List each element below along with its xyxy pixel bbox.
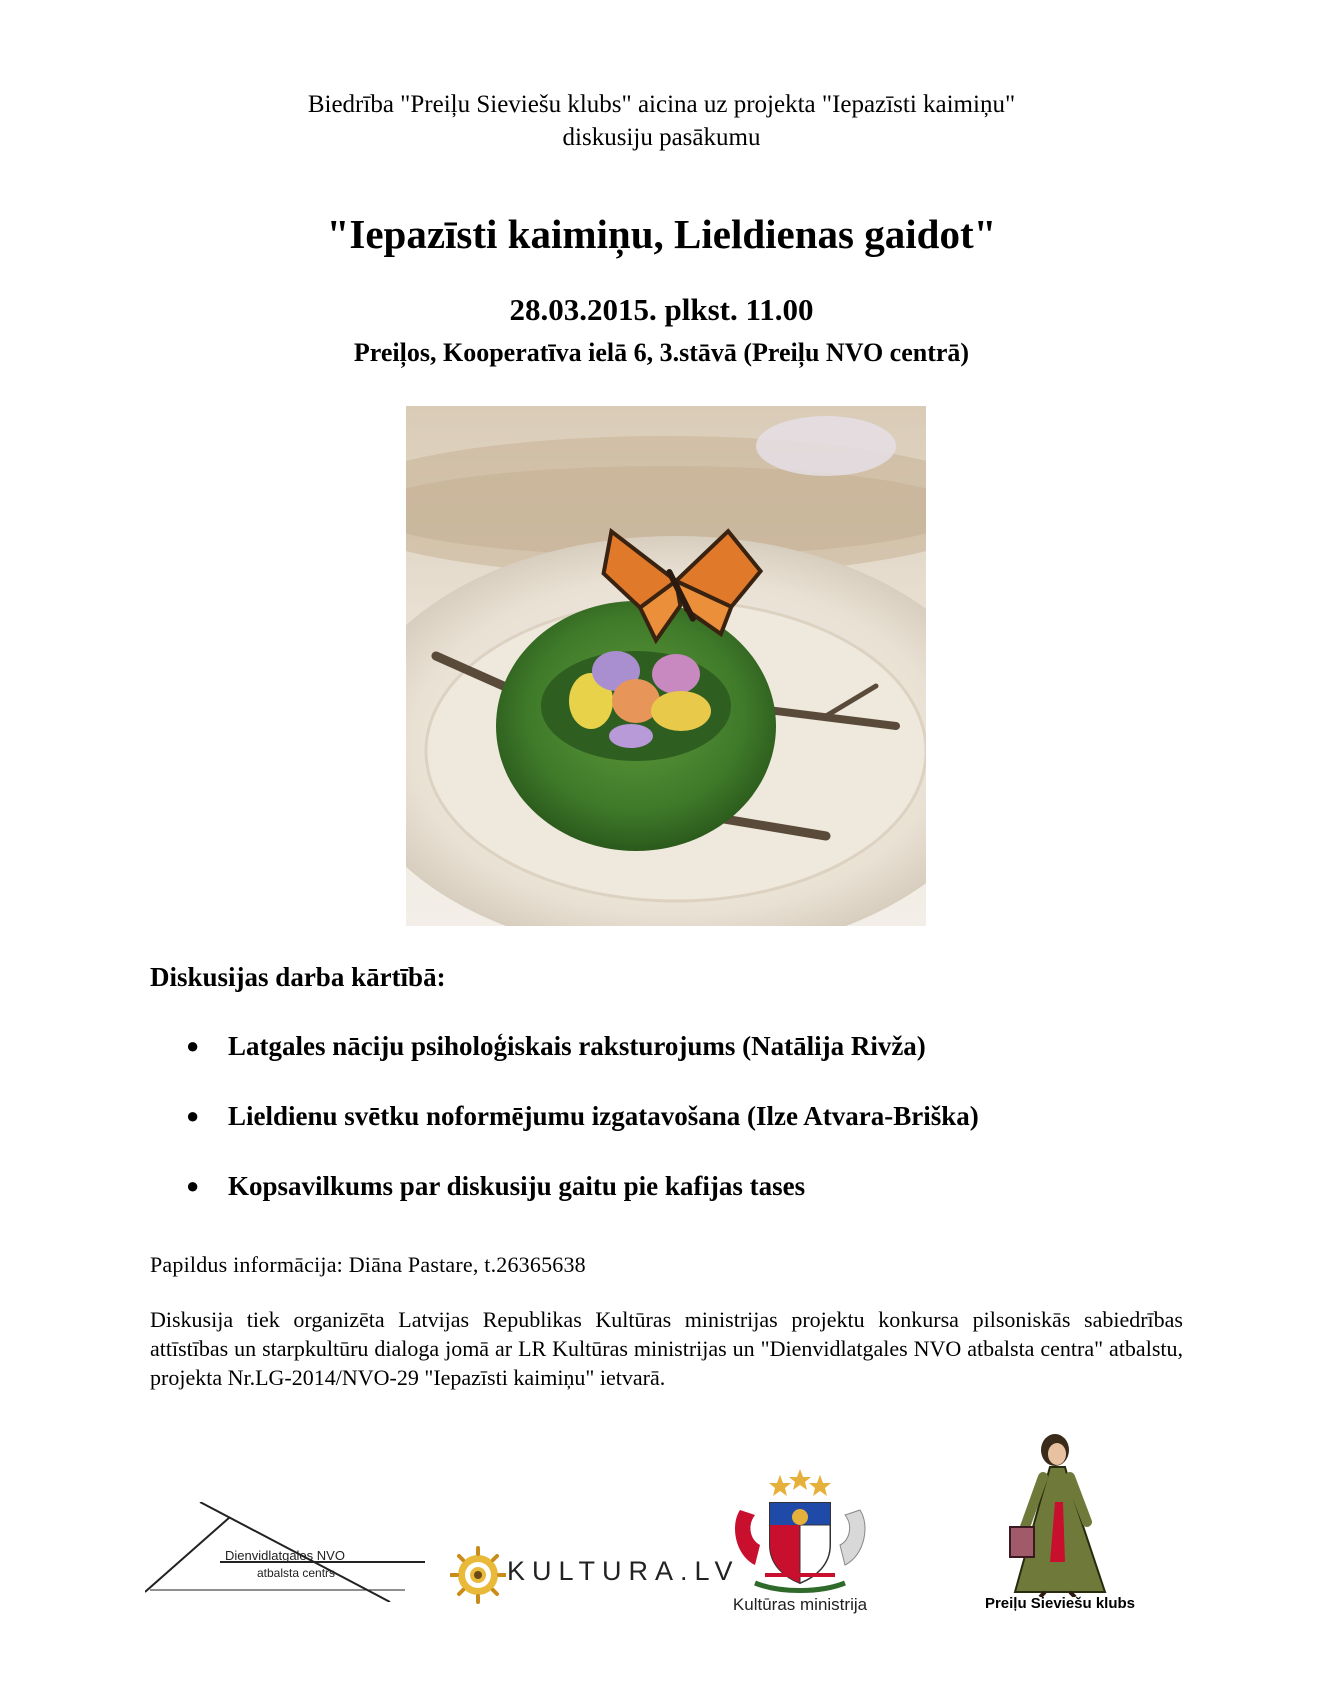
agenda-item-text: Kopsavilkums par diskusiju gaitu pie kafijas tases bbox=[228, 1171, 806, 1201]
club-logo-text: Preiļu Sieviešu klubs bbox=[984, 1595, 1136, 1612]
agenda-item-text: Latgales nāciju psiholoģiskais raksturojums (Natālija Rivža) bbox=[228, 1031, 926, 1061]
preilu-sieviesu-klubs-logo bbox=[955, 1432, 1165, 1632]
event-datetime: 28.03.2015. plkst. 11.00 bbox=[509, 292, 814, 327]
nvo-centre-logo bbox=[145, 1502, 435, 1602]
event-location: Preiļos, Kooperatīva ielā 6, 3.stāvā (Preiļu NVO centrā) bbox=[353, 338, 970, 367]
easter-nest-photo bbox=[406, 406, 926, 926]
event-title: "Iepazīsti kaimiņu, Lieldienas gaidot" bbox=[326, 211, 997, 257]
woman-figure-icon bbox=[955, 1432, 1165, 1597]
agenda-item bbox=[150, 1090, 1190, 1160]
bullet-icon: ● bbox=[186, 1033, 200, 1058]
agenda-list bbox=[150, 1020, 1190, 1230]
agenda-heading: Diskusijas darba kārtībā: bbox=[150, 962, 446, 992]
kultura-lv-logo bbox=[450, 1545, 740, 1605]
ministry-of-culture-logo bbox=[725, 1465, 875, 1635]
bullet-icon: ● bbox=[186, 1173, 200, 1198]
kultura-lv-logo-text: KULTURA.LV bbox=[507, 1556, 740, 1586]
ministry-logo-text: Kultūras ministrija bbox=[732, 1595, 868, 1614]
contact-info: Papildus informācija: Diāna Pastare, t.26365638 bbox=[150, 1252, 586, 1277]
agenda-item bbox=[150, 1020, 1190, 1090]
coat-of-arms-icon bbox=[725, 1465, 875, 1595]
funding-note: Diskusija tiek organizēta Latvijas Republikas Kultūras ministrijas projektu konkursa pilsoniskās sabiedrības attīstības un starpkultūru dialoga jomā ar LR Kultūras ministrijas un "Dienvidlatgales NVO atbalsta centra" atbalstu, projekta Nr.LG-2014/NVO-29 "Iepazīsti kaimiņu" ietvarā. bbox=[150, 1307, 1183, 1390]
bullet-icon: ● bbox=[186, 1103, 200, 1128]
agenda-item bbox=[150, 1160, 1190, 1230]
intro-line-2: diskusiju pasākumu bbox=[562, 124, 761, 151]
sun-icon bbox=[450, 1545, 506, 1605]
agenda-item-text: Lieldienu svētku noformējumu izgatavošana (Ilze Atvara-Briška) bbox=[228, 1101, 979, 1131]
intro-line-1: Biedrība "Preiļu Sieviešu klubs" aicina uz projekta "Iepazīsti kaimiņu" bbox=[307, 91, 1016, 118]
nvo-logo-line-1: Dienvidlatgales NVO bbox=[225, 1548, 345, 1563]
intro-text bbox=[0, 88, 1323, 154]
nvo-logo-line-2: atbalsta centrs bbox=[257, 1566, 336, 1580]
